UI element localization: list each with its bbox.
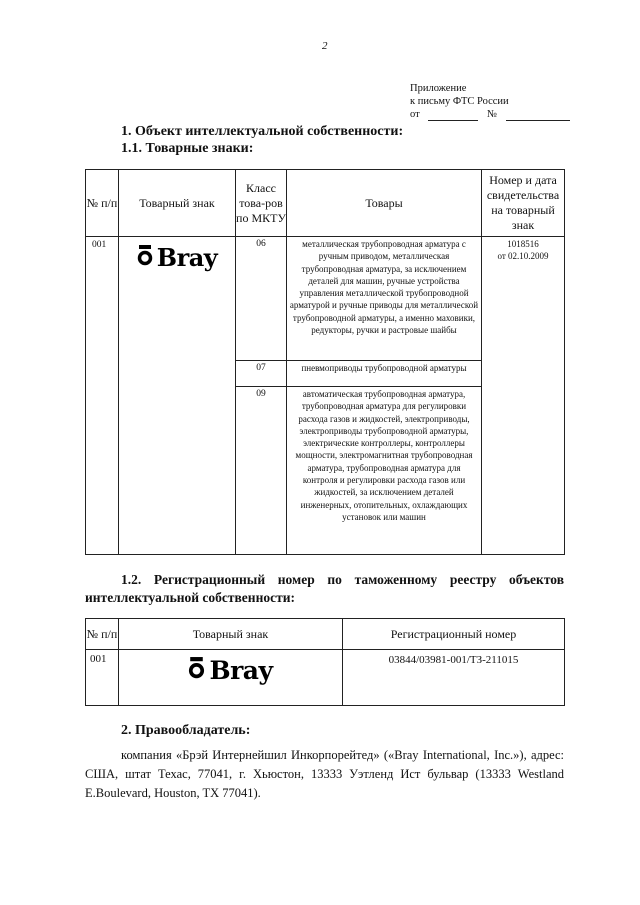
appendix-number-label: № xyxy=(486,109,497,120)
page-number: 2 xyxy=(322,40,328,52)
date-blank xyxy=(428,120,478,121)
section12-title-line1: 1.2. Регистрационный номер по таможенному реестру объектов xyxy=(121,572,564,587)
registry-trademark-cell xyxy=(119,650,343,706)
goods-07: пневмоприводы трубопроводной арматуры xyxy=(287,361,482,387)
cert-date: от 02.10.2009 xyxy=(497,251,549,261)
bray-logo-symbol xyxy=(188,656,205,685)
header-mark: Товарный знак xyxy=(119,170,236,237)
registry-table-header xyxy=(86,619,565,650)
cert-number: 1018516 xyxy=(507,239,539,249)
trademark-table-header xyxy=(86,170,565,237)
class-06: 06 xyxy=(236,237,287,361)
rightholder-text: компания «Брэй Интернейшил Инкорпорейтед» («Bray International, Inc.»), адрес: США, штат Техас, 77041, г. Хьюстон, 13333 Уэтленд Ист бульвар (13333 Westland E.Boulevard, Houston, TX 77041). xyxy=(85,748,564,800)
registry-header-num: № п/п xyxy=(86,619,119,650)
bray-logo xyxy=(119,243,235,272)
section12-title-line2: интеллектуальной собственности: xyxy=(85,590,295,605)
registry-header-mark: Товарный знак xyxy=(119,619,343,650)
registration-number: 03844/03981-001/ТЗ-211015 xyxy=(343,650,565,706)
number-blank xyxy=(506,120,570,121)
class-07: 07 xyxy=(236,361,287,387)
registry-header-reg: Регистрационный номер xyxy=(343,619,565,650)
registry-table xyxy=(85,618,565,706)
class-09: 09 xyxy=(236,387,287,555)
row-num: 001 xyxy=(86,237,119,555)
bray-logo-text: Bray xyxy=(209,656,273,685)
table-row xyxy=(86,650,565,706)
header-cert: Номер и дата свидетельства на товарный знак xyxy=(482,170,565,237)
header-num: № п/п xyxy=(86,170,119,237)
section1-title: 1. Объект интеллектуальной собственности: xyxy=(121,124,404,139)
cert-cell xyxy=(482,237,565,555)
appendix-line2: к письму ФТС России xyxy=(410,96,509,107)
bray-logo-text: Bray xyxy=(156,243,218,272)
section11-title: 1.1. Товарные знаки: xyxy=(121,141,254,156)
appendix-date-line xyxy=(410,108,570,121)
bray-logo xyxy=(119,656,342,685)
header-class: Класс това-ров по МКТУ xyxy=(236,170,287,237)
registry-row-num: 001 xyxy=(86,650,119,706)
appendix-header xyxy=(410,82,570,121)
goods-09: автоматическая трубопроводная арматура, трубопроводная арматура для регулировки расхода газов и жидкостей, электроприводы, электроприводы трубопроводной арматуры, электрические контроллеры, контроллеры мощности, электромагнитная трубопроводная арматура, трубопроводная арматура для контроля и регулировки расхода газов или жидкостей, за исключением деталей инженерных, отопительных, охлаждающих установок или машин xyxy=(287,387,482,555)
header-goods: Товары xyxy=(287,170,482,237)
trademark-cell xyxy=(119,237,236,555)
section2-title: 2. Правообладатель: xyxy=(121,723,251,738)
table-row xyxy=(86,237,565,361)
bray-logo-symbol xyxy=(137,243,153,272)
appendix-from-label: от xyxy=(410,109,420,120)
appendix-line1: Приложение xyxy=(410,83,467,94)
trademark-table xyxy=(85,169,565,555)
goods-06: металлическая трубопроводная арматура с ручным приводом, металлическая трубопроводная арматура, за исключением деталей для машин, ручные устройства управления металлической трубопроводной арматурой и ручные приводы для металлической трубопроводной арматуры, а именно маховики, редукторы, ручки и растровые шайбы xyxy=(287,237,482,361)
